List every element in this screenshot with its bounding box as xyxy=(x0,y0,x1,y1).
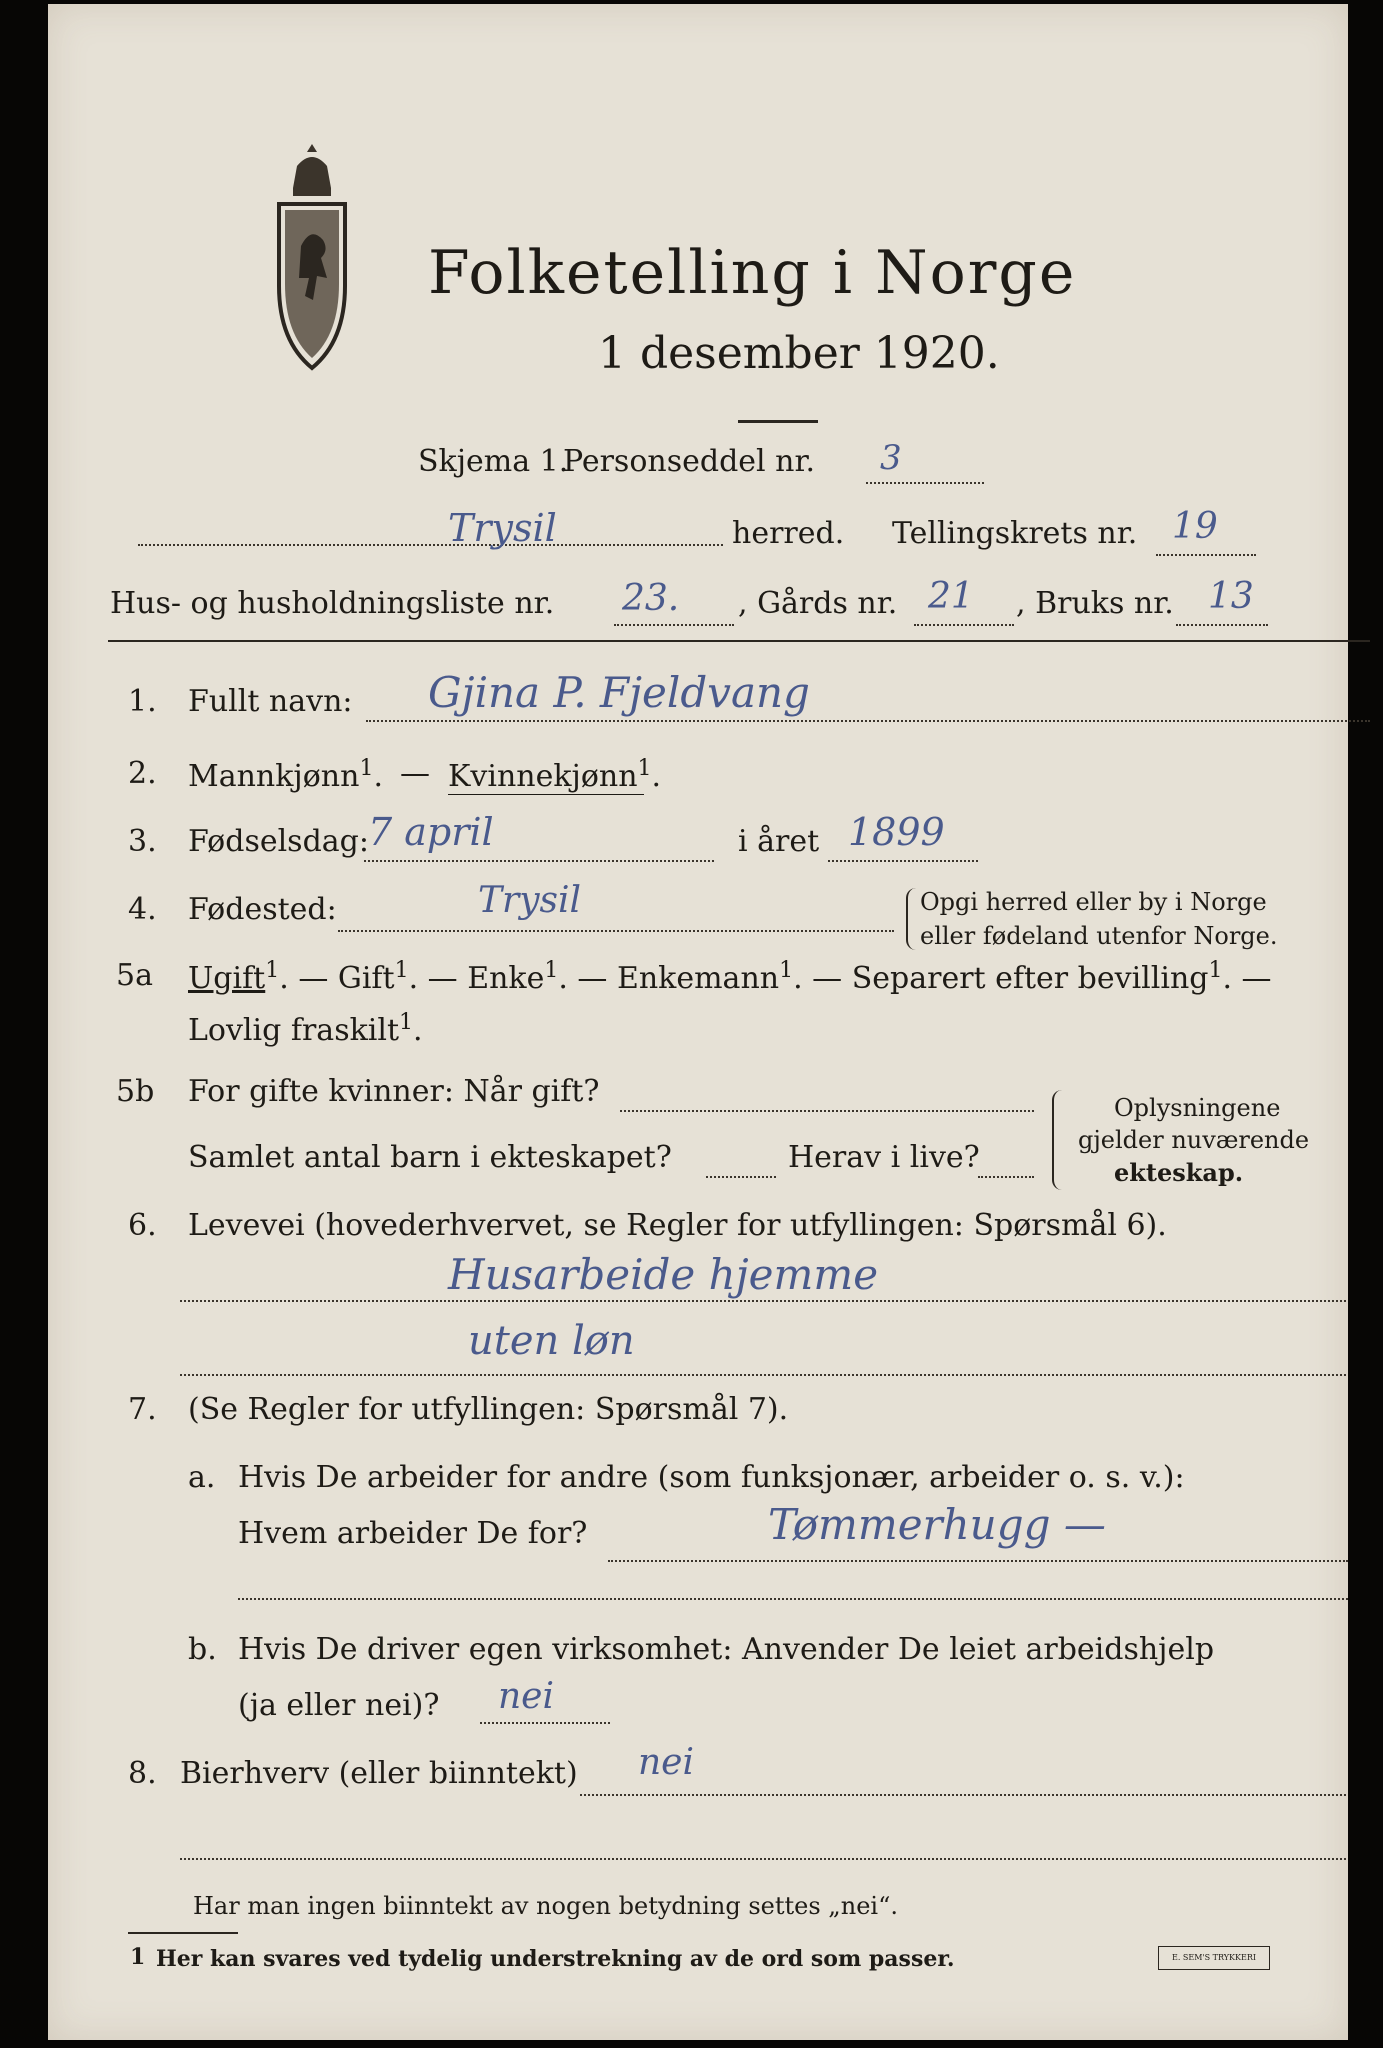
q5a-gift: Gift xyxy=(337,961,395,996)
q5b-children-label: Samlet antal barn i ekteskapet? xyxy=(188,1140,672,1175)
husholdningsliste-line xyxy=(614,624,734,626)
census-date: 1 desember 1920. xyxy=(598,328,1000,379)
title-divider xyxy=(738,420,818,423)
q7a-employer: Tømmerhugg — xyxy=(768,1500,1106,1549)
q7a-question: Hvem arbeider De for? xyxy=(238,1516,588,1551)
q6-occupation-line2: uten løn xyxy=(468,1318,635,1364)
q5b-alive-line xyxy=(978,1176,1034,1178)
herred-value: Trysil xyxy=(448,506,557,550)
q3-label: Fødselsdag: xyxy=(188,824,369,859)
bruks-label: , Bruks nr. xyxy=(1016,586,1174,621)
herred-label: herred. xyxy=(732,516,845,551)
tellingskrets-label: Tellingskrets nr. xyxy=(892,516,1138,551)
header-rule xyxy=(108,640,1370,642)
q2-separator: — xyxy=(400,756,430,791)
personseddel-label: Personseddel nr. xyxy=(563,444,816,479)
footnote-divider xyxy=(128,1932,238,1934)
tellingskrets-line xyxy=(1156,554,1256,556)
q1-number: 1. xyxy=(128,684,157,719)
q7a-letter: a. xyxy=(188,1460,216,1495)
q4-number: 4. xyxy=(128,892,157,927)
q5a-enke: Enke xyxy=(467,961,545,996)
q4-line xyxy=(338,930,894,932)
q5a-separert: Separert efter bevilling xyxy=(851,961,1209,996)
q3-year-label: i året xyxy=(738,824,820,859)
q7b-letter: b. xyxy=(188,1632,217,1667)
husholdningsliste-number: 23. xyxy=(622,578,680,619)
q8-line1 xyxy=(580,1794,1346,1796)
skjema-label: Skjema 1. xyxy=(418,444,569,479)
footnote-mark: 1 xyxy=(130,1944,146,1970)
q5a-ugift: Ugift xyxy=(188,961,266,996)
q4-note-line2: eller fødeland utenfor Norge. xyxy=(920,922,1278,950)
q3-number: 3. xyxy=(128,824,157,859)
bruks-number: 13 xyxy=(1208,576,1254,617)
q7a-label: Hvis De arbeider for andre (som funksjonær, arbeider o. s. v.): xyxy=(238,1460,1185,1495)
husholdningsliste-label: Hus- og husholdningsliste nr. xyxy=(110,586,555,621)
q6-occupation-line1: Husarbeide hjemme xyxy=(448,1250,879,1299)
q7b-answer: nei xyxy=(498,1676,555,1717)
q8-label: Bierhverv (eller biinntekt) xyxy=(180,1756,578,1791)
personseddel-line xyxy=(866,482,984,484)
q4-note-line1: Opgi herred eller by i Norge xyxy=(920,888,1267,916)
q4-birthplace: Trysil xyxy=(478,880,582,921)
q7b-question: (ja eller nei)? xyxy=(238,1688,440,1723)
q2-number: 2. xyxy=(128,756,157,791)
printer-stamp: E. SEM'S TRYKKERI xyxy=(1158,1946,1270,1970)
q3-date-line xyxy=(364,860,714,862)
q2-female-label: Kvinnekjønn$^1$. xyxy=(448,756,662,794)
q6-line2 xyxy=(180,1374,1346,1376)
q7-label: (Se Regler for utfyllingen: Spørsmål 7). xyxy=(188,1392,789,1427)
q5a-options: Ugift$^1$. — Gift$^1$. — Enke$^1$. — Enkemann$^1$. — Separert efter bevilling$^1$. — xyxy=(188,958,1272,996)
tellingskrets-number: 19 xyxy=(1172,506,1218,547)
gards-label: , Gårds nr. xyxy=(738,586,898,621)
personseddel-number: 3 xyxy=(880,438,902,478)
q5a-fraskilt: Lovlig fraskilt$^1$. xyxy=(188,1010,423,1048)
gards-number: 21 xyxy=(928,576,974,617)
q5b-children-line xyxy=(706,1176,776,1178)
q3-year-line xyxy=(828,860,978,862)
q7b-label: Hvis De driver egen virksomhet: Anvender De leiet arbeidshjelp xyxy=(238,1632,1215,1667)
form-title: Folketelling i Norge xyxy=(428,238,1077,308)
q8-answer: nei xyxy=(638,1742,695,1783)
herred-line xyxy=(138,544,723,546)
q1-label: Fullt navn: xyxy=(188,684,353,719)
footnote-text: Her kan svares ved tydelig understrekning av de ord som passer. xyxy=(156,1946,955,1972)
q5b-note-line2: gjelder nuværende xyxy=(1078,1126,1310,1154)
q5a-number: 5a xyxy=(116,958,153,993)
q4-brace xyxy=(906,888,916,950)
q6-label: Levevei (hovederhvervet, se Regler for utfyllingen: Spørsmål 6). xyxy=(188,1208,1167,1243)
q4-label: Fødested: xyxy=(188,892,337,927)
q3-birth-date: 7 april xyxy=(368,810,494,854)
gards-line xyxy=(914,624,1014,626)
q2-male-label: Mannkjønn$^1$. xyxy=(188,756,383,794)
q5b-number: 5b xyxy=(116,1074,155,1109)
census-form xyxy=(48,4,1348,2040)
q5b-when-married-label: For gifte kvinner: Når gift? xyxy=(188,1074,600,1109)
q5b-note-line1: Oplysningene xyxy=(1114,1094,1281,1122)
q8-line2 xyxy=(180,1858,1346,1860)
q7-number: 7. xyxy=(128,1392,157,1427)
q7a-line2 xyxy=(238,1598,1348,1600)
q5b-alive-label: Herav i live? xyxy=(788,1140,980,1175)
q5b-brace xyxy=(1052,1090,1062,1190)
q6-number: 6. xyxy=(128,1208,157,1243)
q6-line1 xyxy=(180,1300,1346,1302)
q8-number: 8. xyxy=(128,1756,157,1791)
q2-female-underline xyxy=(448,794,644,795)
bruks-line xyxy=(1176,624,1268,626)
biinntekt-note: Har man ingen biinntekt av nogen betydning settes „nei“. xyxy=(193,1892,898,1920)
coat-of-arms-emblem xyxy=(267,136,357,376)
q1-line xyxy=(366,720,1370,722)
q1-full-name: Gjina P. Fjeldvang xyxy=(428,668,810,717)
q5a-enkemann: Enkemann xyxy=(616,961,780,996)
q3-birth-year: 1899 xyxy=(848,810,945,854)
q5b-note-line3: ekteskap. xyxy=(1114,1158,1244,1187)
q7a-line1 xyxy=(608,1560,1348,1562)
q5b-when-married-line xyxy=(620,1110,1034,1112)
q7b-line xyxy=(480,1722,610,1724)
